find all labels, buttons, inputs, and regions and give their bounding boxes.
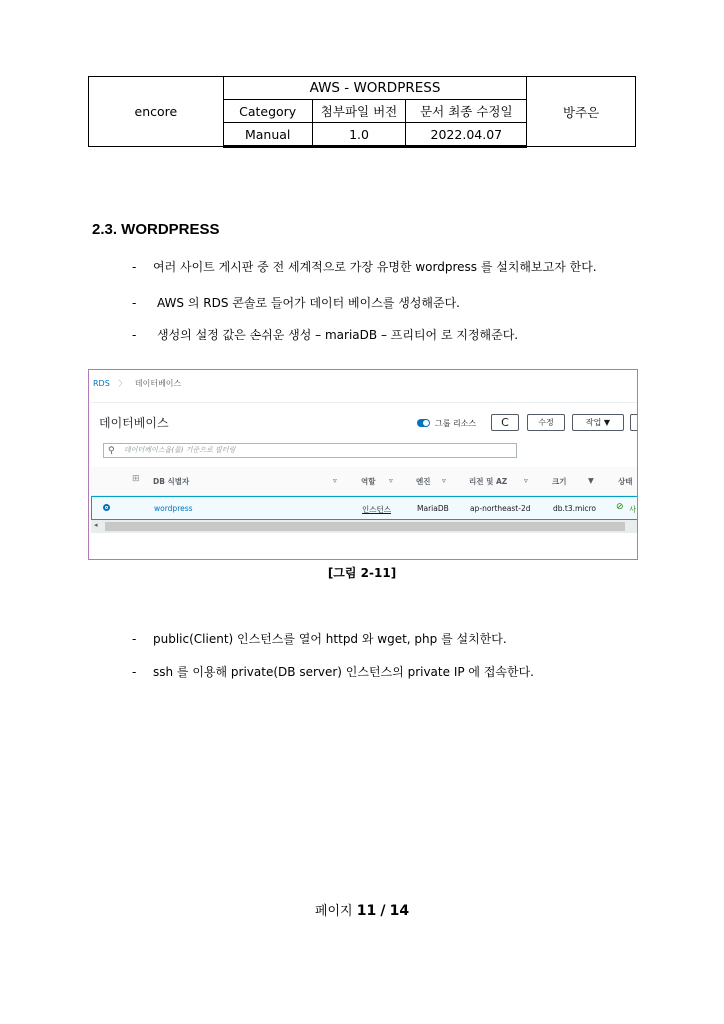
row-size: db.t3.micro: [553, 504, 597, 513]
group-resources-toggle[interactable]: [417, 419, 430, 427]
figure-caption: [그림 2-11]: [327, 566, 397, 580]
section-heading: 2.3. WORDPRESS: [92, 221, 220, 238]
refresh-button[interactable]: [491, 414, 519, 431]
column-region-az[interactable]: 리전 및 AZ: [469, 477, 508, 486]
bullet-item: - 생성의 설정 값은 손쉬운 생성 – mariaDB – 프리티어 로 지정해준다.: [132, 328, 519, 342]
sort-icon[interactable]: ▿: [389, 476, 393, 485]
table-header: [91, 467, 638, 496]
header-col-category: Category: [223, 100, 312, 123]
horizontal-scrollbar[interactable]: [91, 520, 637, 533]
modify-button[interactable]: 수정: [527, 414, 565, 431]
row-engine: MariaDB: [417, 504, 449, 513]
sort-icon[interactable]: ▿: [333, 476, 337, 485]
column-status[interactable]: 상태: [618, 477, 633, 486]
actions-dropdown[interactable]: 작업 ▼: [572, 414, 624, 431]
chevron-right-icon: 〉: [118, 379, 127, 388]
header-date: 2022.04.07: [406, 123, 527, 147]
db-identifier-link[interactable]: wordpress: [154, 504, 193, 513]
scrollbar-thumb[interactable]: [105, 522, 625, 531]
row-role: 인스턴스: [362, 505, 391, 514]
column-db-identifier[interactable]: DB 식별자: [153, 477, 190, 486]
bullet-item: - AWS 의 RDS 콘솔로 들어가 데이터 베이스를 생성해준다.: [132, 296, 460, 310]
header-author: 방주은: [527, 77, 636, 147]
header-title: AWS - WORDPRESS: [223, 77, 527, 100]
breadcrumb-rds-link[interactable]: RDS: [93, 379, 110, 388]
table-row[interactable]: [91, 496, 638, 520]
sort-icon[interactable]: ▿: [442, 476, 446, 485]
column-role[interactable]: 역할: [361, 477, 376, 486]
column-size[interactable]: 크기: [552, 477, 567, 486]
header-col-attachment: 첨부파일 버전: [312, 100, 406, 123]
page-number: 페이지 11 / 14: [314, 903, 410, 919]
row-status: 사: [629, 505, 637, 514]
group-resources-label: 그룹 리소스: [435, 419, 477, 428]
panel-title: 데이터베이스: [99, 416, 169, 430]
bullet-item: - ssh 를 이용해 private(DB server) 인스턴스의 private IP 에 접속한다.: [132, 665, 534, 679]
expand-all-icon[interactable]: ⊞: [132, 474, 140, 484]
rds-console-screenshot: [88, 369, 638, 560]
breadcrumb-current: 데이터베이스: [134, 379, 182, 388]
row-region: ap-northeast-2d: [470, 504, 531, 513]
row-radio-selected[interactable]: [103, 504, 110, 511]
column-engine[interactable]: 엔진: [416, 477, 431, 486]
search-icon: ⚲: [108, 446, 115, 456]
breadcrumb: [93, 378, 181, 389]
restore-button[interactable]: [630, 414, 638, 431]
header-col-modified: 문서 최종 수정일: [406, 100, 527, 123]
header-category: Manual: [223, 123, 312, 147]
bullet-item: - 여러 사이트 게시판 중 전 세계적으로 가장 유명한 wordpress 를 설치해보고자 한다.: [132, 260, 597, 274]
sort-desc-icon[interactable]: ▼: [588, 476, 594, 485]
document-header-table: [88, 76, 636, 148]
header-version: 1.0: [312, 123, 406, 147]
header-org: encore: [89, 77, 224, 147]
sort-icon[interactable]: ▿: [524, 476, 528, 485]
scroll-left-icon[interactable]: ◂: [94, 521, 98, 529]
refresh-icon: C: [501, 416, 509, 429]
bullet-item: - public(Client) 인스턴스를 열어 httpd 와 wget, php 를 설치한다.: [132, 632, 507, 646]
status-ok-icon: ⊘: [616, 502, 624, 512]
filter-search-input[interactable]: ⚲ 데이터베이스을(를) 기준으로 필터링: [103, 443, 517, 458]
